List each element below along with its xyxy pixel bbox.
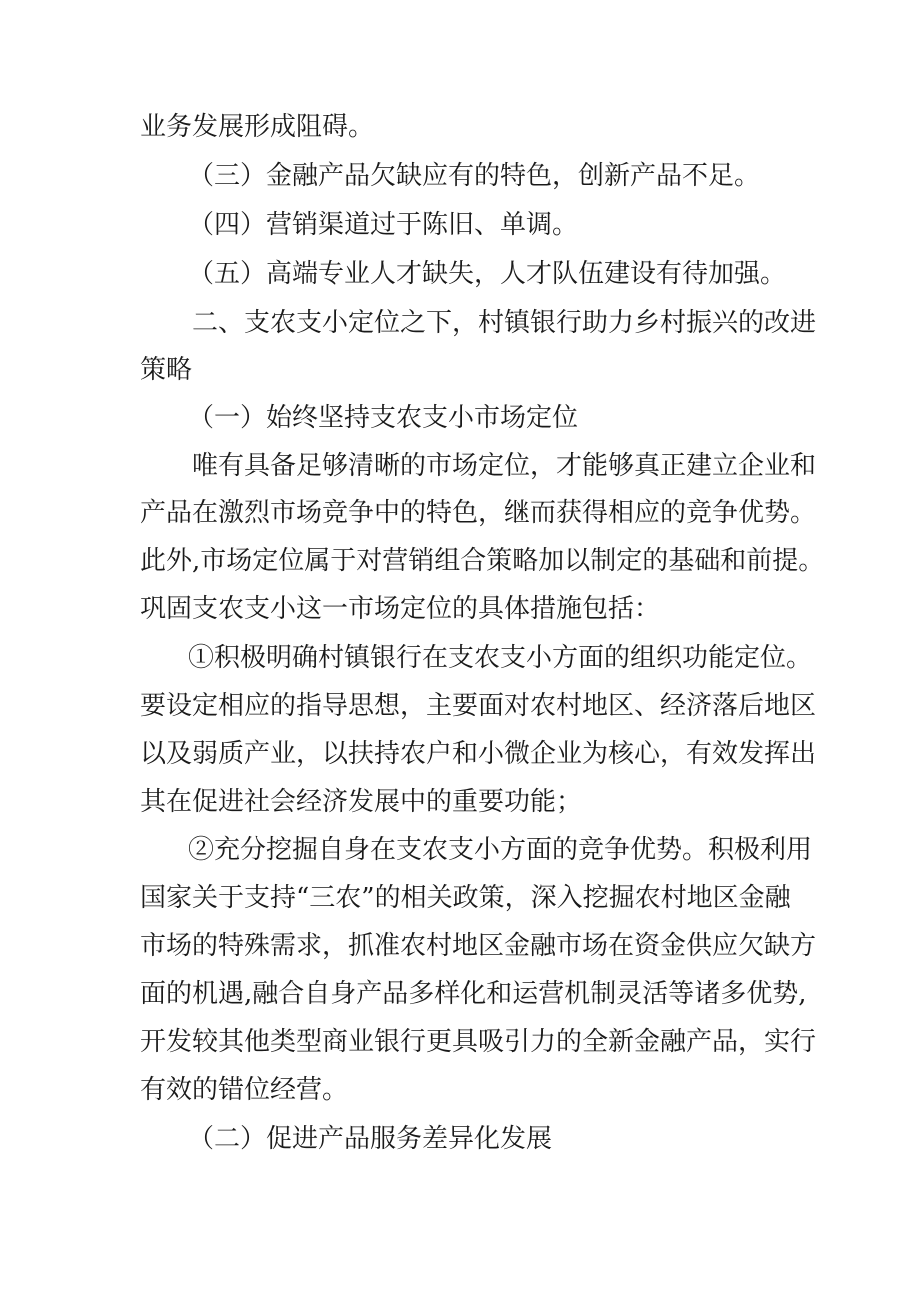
paragraph-line: 此外,市场定位属于对营销组合策略加以制定的基础和前提。: [140, 546, 825, 576]
paragraph-line: 开发较其他类型商业银行更具吸引力的全新金融产品，实行: [140, 1027, 817, 1057]
paragraph-line: 有效的错位经营。: [140, 1075, 349, 1105]
paragraph-line: （五）高端专业人才缺失，人才队伍建设有待加强。: [188, 259, 787, 289]
paragraph-line: 要设定相应的指导思想，主要面对农村地区、经济落后地区: [140, 691, 817, 721]
paragraph-line: 以及弱质产业，以扶持农户和小微企业为核心，有效发挥出: [140, 739, 817, 769]
section-heading: 策略: [140, 355, 193, 385]
paragraph-line: 国家关于支持“三农”的相关政策，深入挖掘农村地区金融: [140, 883, 791, 913]
paragraph-line: 业务发展形成阻碍。: [140, 112, 375, 142]
subsection-heading: （二）促进产品服务差异化发展: [188, 1124, 553, 1154]
paragraph-line: ①积极明确村镇银行在支农支小方面的组织功能定位。: [188, 643, 813, 673]
subsection-heading: （一）始终坚持支农支小市场定位: [188, 403, 579, 433]
paragraph-line: 唯有具备足够清晰的市场定位，才能够真正建立企业和: [192, 451, 817, 481]
paragraph-line: 产品在激烈市场竞争中的特色，继而获得相应的竞争优势。: [140, 498, 817, 528]
paragraph-line: 面的机遇,融合自身产品多样化和运营机制灵活等诸多优势,: [140, 979, 807, 1009]
section-heading: 二、支农支小定位之下，村镇银行助力乡村振兴的改进: [192, 308, 817, 338]
paragraph-line: （三）金融产品欠缺应有的特色，创新产品不足。: [188, 161, 761, 191]
paragraph-line: 市场的特殊需求，抓准农村地区金融市场在资金供应欠缺方: [140, 931, 817, 961]
paragraph-line: 其在促进社会经济发展中的重要功能；: [140, 787, 583, 817]
paragraph-line: 巩固支农支小这一市场定位的具体措施包括：: [140, 594, 661, 624]
paragraph-line: ②充分挖掘自身在支农支小方面的竞争优势。积极利用: [188, 835, 813, 865]
paragraph-line: （四）营销渠道过于陈旧、单调。: [188, 210, 579, 240]
